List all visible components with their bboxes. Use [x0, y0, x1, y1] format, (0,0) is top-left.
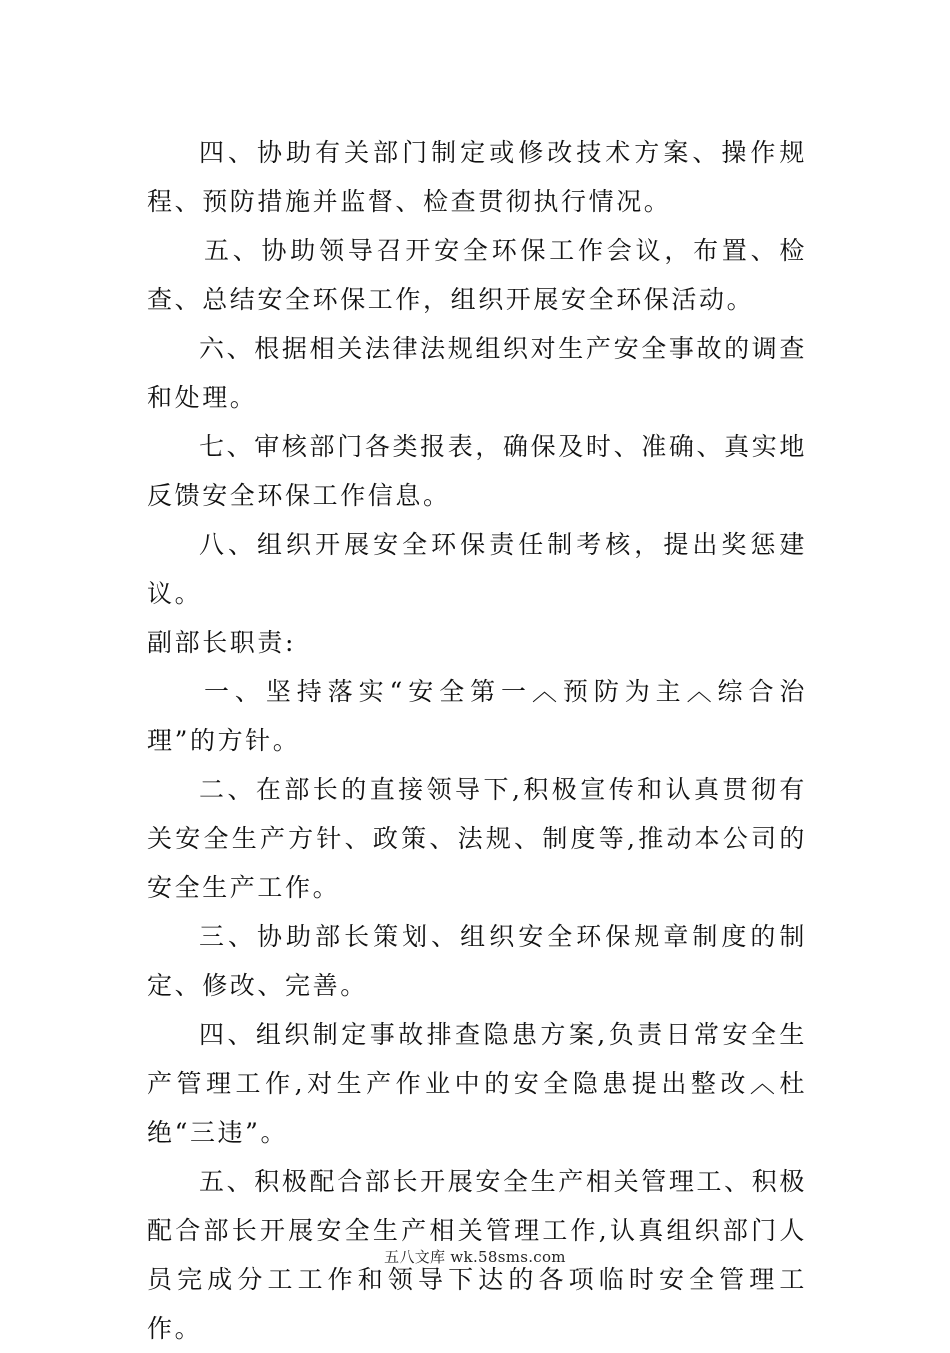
paragraph-deputy-duty-2: 二、在部长的直接领导下,积极宣传和认真贯彻有关安全生产方针、政策、法规、制度等,推动本公司的安全生产工作。 — [147, 775, 807, 902]
paragraph-duty-8: 八、组织开展安全环保责任制考核，提出奖惩建议。 — [147, 530, 807, 608]
paragraph-deputy-duty-1: 一、坚持落实“安全第一︿预防为主︿综合治理”的方针。 — [147, 677, 807, 755]
paragraph-duty-7: 七、审核部门各类报表，确保及时、准确、真实地反馈安全环保工作信息。 — [147, 432, 807, 510]
page-footer-source: 五八文库 wk.58sms.com — [384, 1248, 566, 1266]
paragraph-duty-4: 四、协助有关部门制定或修改技术方案、操作规程、预防措施并监督、检查贯彻执行情况。 — [147, 138, 807, 216]
document-body — [147, 128, 807, 1353]
paragraph-deputy-duty-5: 五、积极配合部长开展安全生产相关管理工、积极配合部长开展安全生产相关管理工作,认真组织部门人员完成分工工作和领导下达的各项临时安全管理工作。 — [147, 1167, 807, 1343]
paragraph-deputy-duty-4: 四、组织制定事故排查隐患方案,负责日常安全生产管理工作,对生产作业中的安全隐患提出整改︿杜绝“三违”。 — [147, 1020, 807, 1147]
section-heading-deputy-duties: 副部长职责: — [147, 628, 297, 657]
paragraph-duty-6: 六、根据相关法律法规组织对生产安全事故的调查和处理。 — [147, 334, 807, 412]
paragraph-deputy-duty-3: 三、协助部长策划、组织安全环保规章制度的制定、修改、完善。 — [147, 922, 807, 1000]
paragraph-duty-5: 五、协助领导召开安全环保工作会议，布置、检查、总结安全环保工作，组织开展安全环保活动。 — [147, 236, 807, 314]
